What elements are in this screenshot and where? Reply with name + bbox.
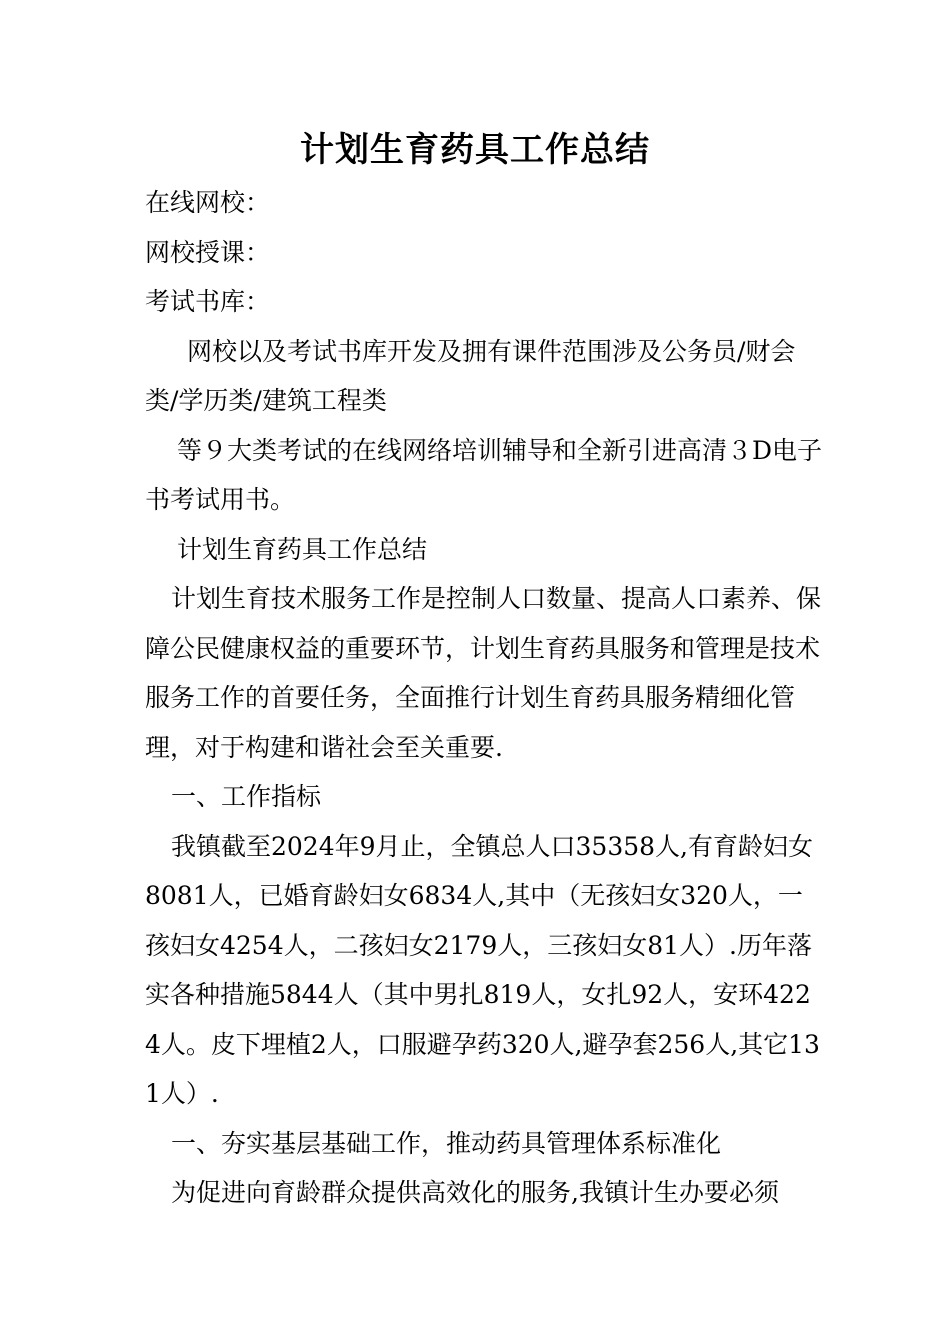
paragraph-statistics: 我镇截至2024年9月止，全镇总人口35358人,有育龄妇女8081人，已婚育龄妇女6834人,其中（无孩妇女320人，一孩妇女4254人，二孩妇女2179人，三孩妇女81人）.历年落实各种措施5844人（其中男扎819人，女扎92人，安环4224人。皮下埋植2人，口服避孕药320人,避孕套256人,其它131人）. [145, 831, 820, 1108]
paragraph-service: 为促进向育龄群众提供高效化的服务,我镇计生办要必须 [171, 1178, 779, 1207]
label-exam-library: 考试书库： [145, 287, 271, 316]
label-school-lecture: 网校授课： [145, 237, 271, 267]
paragraph-intro: 计划生育技术服务工作是控制人口数量、提高人口素养、保障公民健康权益的重要环节，计划生育药具服务和管理是技术服务工作的首要任务，全面推行计划生育药具服务精细化管理，对于构建和谐社会至关重要. [145, 584, 822, 762]
document-body [145, 178, 825, 1218]
label-online-school: 在线网校： [145, 188, 271, 217]
paragraph-courses-scope: 网校以及考试书库开发及拥有课件范围涉及公务员/财会类/学历类/建筑工程类 [145, 336, 796, 415]
document-title: 计划生育药具工作总结 [300, 130, 650, 170]
paragraph-exam-books: 等９大类考试的在线网络培训辅导和全新引进高清３D电子书考试用书。 [145, 435, 823, 514]
paragraph-subtitle: 计划生育药具工作总结 [177, 534, 428, 564]
section-heading-work-targets: 一、工作指标 [171, 782, 322, 811]
section-heading-foundation: 一、夯实基层基础工作，推动药具管理体系标准化 [171, 1128, 722, 1158]
